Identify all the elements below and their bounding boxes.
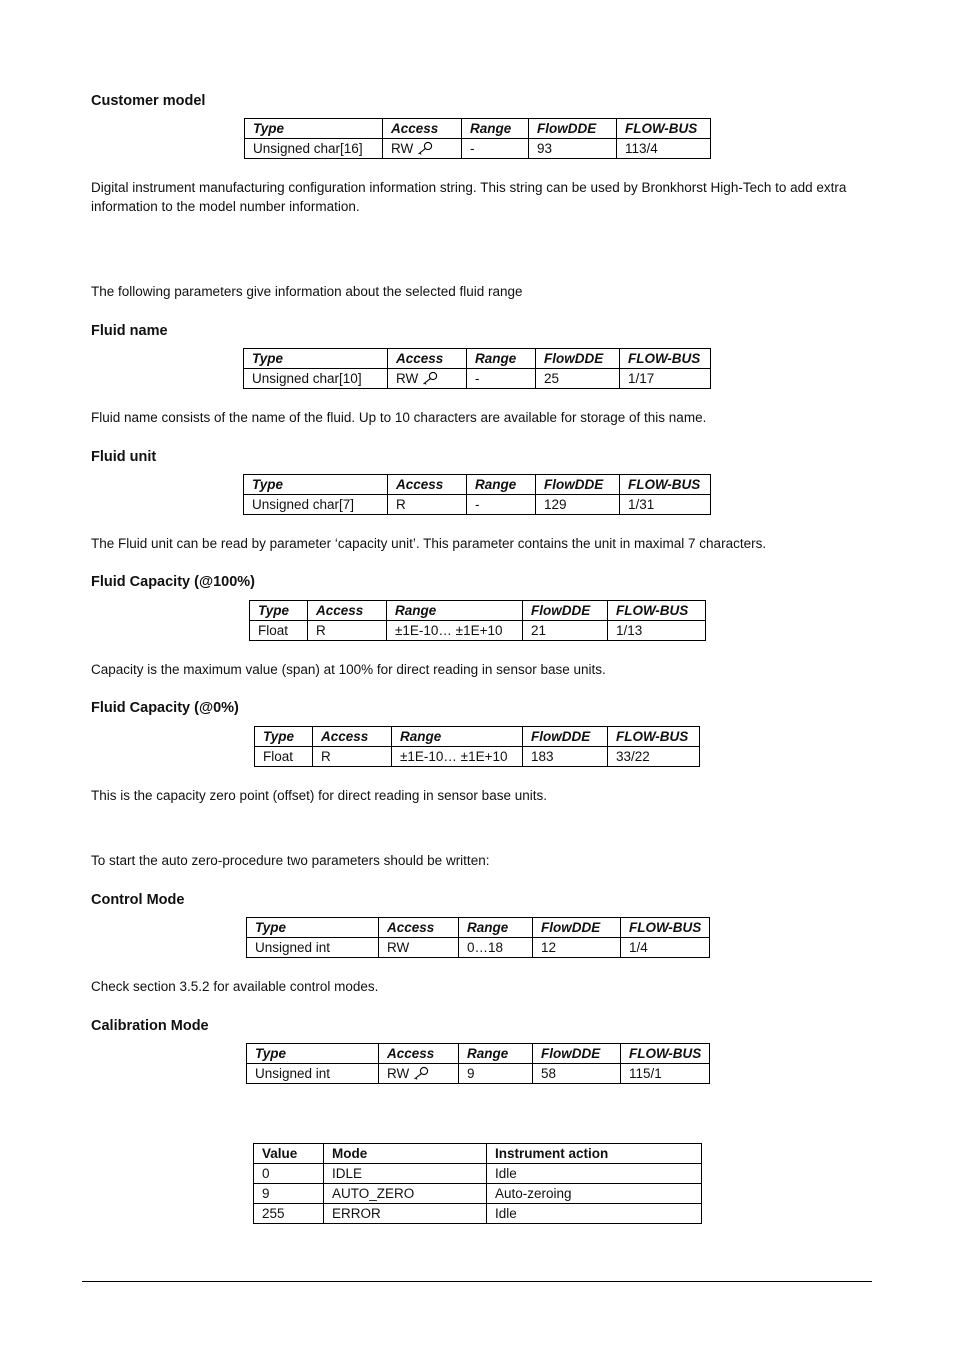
cell-type: Unsigned int [247,938,379,958]
cell-access [388,369,467,389]
header-flowdde: FlowDDE [533,918,621,938]
wrench-icon [416,141,434,155]
table-row [254,1164,702,1184]
header-access: Access [388,475,467,495]
cell-access: R [388,495,467,515]
cell-type: Unsigned int [247,1064,379,1084]
cell-range: - [462,139,529,159]
cell-access: R [308,621,387,641]
wrench-icon [421,371,439,385]
header-access: Access [383,119,462,139]
header-type: Type [247,1044,379,1064]
cell-flowbus: 1/13 [608,621,706,641]
table-row [254,1184,702,1204]
cell-type: Unsigned char[10] [244,369,388,389]
header-value: Value [254,1144,324,1164]
cell-action: Auto-zeroing [487,1184,702,1204]
cell-type: Float [250,621,308,641]
cell-access [383,139,462,159]
section-description: Check section 3.5.2 for available control modes. [91,979,379,994]
cell-range: 0…18 [459,938,533,958]
cell-range: ±1E-10… ±1E+10 [387,621,523,641]
parameter-table [254,726,700,767]
header-flowdde: FlowDDE [523,727,608,747]
cell-mode: ERROR [324,1204,487,1224]
parameter-table [244,118,711,159]
cell-flowdde: 12 [533,938,621,958]
section-description: Capacity is the maximum value (span) at 100% for direct reading in sensor base units. [91,662,606,677]
header-range: Range [459,918,533,938]
header-access: Access [379,1044,459,1064]
cell-type: Unsigned char[16] [245,139,383,159]
header-range: Range [459,1044,533,1064]
header-type: Type [255,727,313,747]
cell-action: Idle [487,1204,702,1224]
access-value: RW [396,371,419,386]
mode-table [253,1143,702,1224]
cell-flowbus: 115/1 [621,1064,710,1084]
cell-value: 255 [254,1204,324,1224]
cell-access: RW [379,938,459,958]
cell-mode: AUTO_ZERO [324,1184,487,1204]
parameter-table [246,917,710,958]
cell-flowdde: 25 [536,369,620,389]
cell-range: 9 [459,1064,533,1084]
header-type: Type [247,918,379,938]
table-row [254,1204,702,1224]
cell-range: - [467,495,536,515]
cell-flowdde: 183 [523,747,608,767]
header-flowbus: FLOW-BUS [620,475,711,495]
cell-action: Idle [487,1164,702,1184]
section-title: Customer model [91,93,206,109]
header-flowdde: FlowDDE [523,601,608,621]
header-flowdde: FlowDDE [536,349,620,369]
header-flowbus: FLOW-BUS [608,727,700,747]
cell-flowdde: 58 [533,1064,621,1084]
parameter-table [249,600,706,641]
cell-value: 9 [254,1184,324,1204]
header-access: Access [388,349,467,369]
header-range: Range [467,475,536,495]
section-description: This is the capacity zero point (offset) for direct reading in sensor base units. [91,788,547,803]
header-flowdde: FlowDDE [533,1044,621,1064]
cell-mode: IDLE [324,1164,487,1184]
section-title: Fluid Capacity (@100%) [91,574,256,590]
header-flowbus: FLOW-BUS [621,1044,710,1064]
intro-text: The following parameters give information about the selected fluid range [91,284,523,299]
cell-flowdde: 21 [523,621,608,641]
section-title: Calibration Mode [91,1018,209,1034]
header-access: Access [308,601,387,621]
section-description: Fluid name consists of the name of the fluid. Up to 10 characters are available for storage of this name. [91,410,707,425]
cell-flowbus: 1/31 [620,495,711,515]
access-value: RW [387,1066,410,1081]
header-flowbus: FLOW-BUS [608,601,706,621]
header-access: Access [313,727,392,747]
cell-access: R [313,747,392,767]
header-type: Type [244,349,388,369]
cell-flowbus: 33/22 [608,747,700,767]
parameter-table [243,474,711,515]
header-flowbus: FLOW-BUS [617,119,711,139]
intro-text: To start the auto zero-procedure two parameters should be written: [91,853,490,868]
cell-range: - [467,369,536,389]
header-range: Range [467,349,536,369]
cell-flowdde: 93 [529,139,617,159]
parameter-table [243,348,711,389]
header-flowdde: FlowDDE [536,475,620,495]
footer-divider [82,1281,872,1282]
header-range: Range [387,601,523,621]
cell-value: 0 [254,1164,324,1184]
cell-range: ±1E-10… ±1E+10 [392,747,523,767]
section-title: Fluid name [91,323,168,339]
access-value: RW [391,141,414,156]
cell-flowbus: 1/4 [621,938,710,958]
header-flowdde: FlowDDE [529,119,617,139]
header-flowbus: FLOW-BUS [621,918,710,938]
header-instrument-action: Instrument action [487,1144,702,1164]
cell-flowbus: 1/17 [620,369,711,389]
header-range: Range [462,119,529,139]
header-flowbus: FLOW-BUS [620,349,711,369]
section-description: Digital instrument manufacturing configuration information string. This string can be used by Bronkhorst High-Tech to add extra information to the model number information. [91,180,847,214]
header-type: Type [245,119,383,139]
section-title: Control Mode [91,892,185,908]
cell-access [379,1064,459,1084]
header-range: Range [392,727,523,747]
header-type: Type [244,475,388,495]
section-title: Fluid unit [91,449,157,465]
cell-type: Float [255,747,313,767]
parameter-table [246,1043,710,1084]
header-mode: Mode [324,1144,487,1164]
wrench-icon [412,1066,430,1080]
cell-flowdde: 129 [536,495,620,515]
cell-type: Unsigned char[7] [244,495,388,515]
cell-flowbus: 113/4 [617,139,711,159]
header-type: Type [250,601,308,621]
section-title: Fluid Capacity (@0%) [91,700,239,716]
section-description: The Fluid unit can be read by parameter ‘capacity unit’. This parameter contains the unit in maximal 7 characters. [91,536,767,551]
header-access: Access [379,918,459,938]
